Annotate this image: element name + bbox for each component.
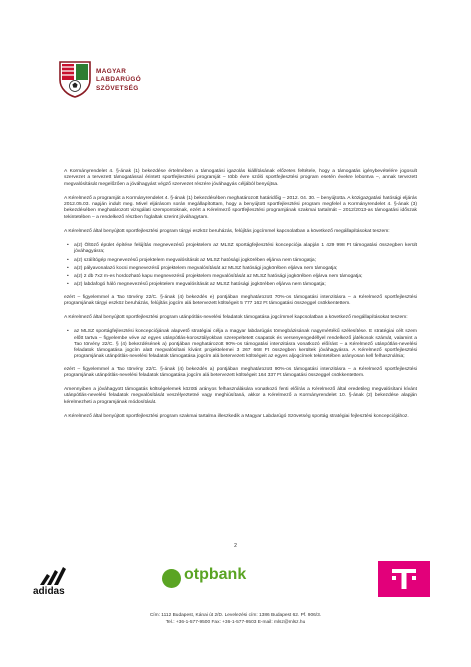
adidas-wordmark: adidas — [33, 586, 65, 597]
otp-bank-logo-icon — [162, 569, 181, 588]
paragraph-2: A Kérelmező a programját a Kormányrendelet 4. §-ának (1) bekezdésében meghatározott határidőig – 2012. 04. 30. – benyújtotta. A közigazgatási hatósági eljárás 2012.05.03. napján indult meg. Mivel eljárásom során megállapítottam, hogy a benyújtott sportfejlesztési program megfelel a Kormányrendelet 4. §-ának (3) bekezdésében meghatározott vizsgálati szempontoknak, ezért a Kérelmező sportfejlesztési programjának szakmai tartalmát – 2012/2013-as támogatási időszak tekintetében – a rendelkező részben foglaltak szerint jóváhagytam. — [64, 195, 417, 220]
footer-contact — [0, 612, 471, 626]
paragraph-7: Amennyiben a jóváhagyott támogatás költségelemek közötti arányos felhasználására vonatkozó fenti előírás a Kérelmező által eredetileg megvalósítani kívánt utánpótlás-nevelési feladatok megvalósítását veszélyeztetné vagy meghiúsítaná, akkor a Kérelmező a Kormányrendelet 10. §-ának (2) bekezdése alapján kérelmezheti a programjának módosítását. — [64, 387, 417, 405]
mlsz-crest-logo — [58, 58, 92, 98]
footer-phone-email: Tel.: +36-1-577-9500 Fax: +36-1-577-9503 E-mail: mlsz@mlsz.hu — [165, 620, 306, 626]
telekom-logo — [378, 561, 430, 597]
list-item: • a(z) Öltöző épület építése felújítás megnevezésű projektelem az MLSZ sportágfejlesztési koncepciója alapján 1 429 998 Ft támogatási összegben került jóváhagyásra; — [74, 243, 417, 256]
youth-training-list — [64, 329, 417, 360]
organization-name — [96, 68, 141, 93]
list-item: • a(z) 2 db 7x2 m-es hordozható kapu megnevezésű projektelem megvalósítását az MLSZ hatósági jogkörében eljárva nem támogatja; — [74, 274, 417, 280]
paragraph-6: ezért – figyelemmel a Tao törvény 22/C. §-ának (4) bekezdés a) pontjában meghatározott 90%-os támogatási intenzitásra – a Kérelmező sportfejlesztési programjának utánpótlás-nevelési feladatok támogatása jogcím alá betervezett költségeit 164 337 Ft támogatási összeggel csökkentettem. — [64, 366, 417, 378]
list-item: • az MLSZ sportágfejlesztési koncepciójának alapvető stratégiai célja a magyar labdarúgás tömegbázisának nagymértékű szélesítése. E stratégiai célt szem előtt tartva – figyelembe véve az egyes utánpótlás-korosztályokban szerepeltetett csapatok és versenyengedéllyel rendelkező játékosok számát, valamint a Tao törvény 22/C. § (4) bekezdésének a) pontjában meghatározott 90%-os támogatási intenzitásra vonatkozó előírást – a Kérelmező utánpótlás-nevelési feladatok támogatása jogcím alatt megvalósítani kívánt projektelemei 3 267 668 Ft összegben kerültek jóváhagyásra. A Kérelmező sportfejlesztési programjának utánpótlás-nevelési feladatok támogatása jogcím alá betervezett költségeit az egyes aljogcímek tekintetében arányosan kell felhasználnia; — [74, 329, 417, 360]
paragraph-4: ezért – figyelemmel a Tao törvény 22/C. §-ának (4) bekezdés e) pontjában meghatározott 70%-os támogatási intenzitásra – a Kérelmező sportfejlesztési programjának tárgyi eszköz beruházás, felújítás jogcím alá betervezett költségeit 5 777 162 Ft támogatási összeggel csökkentettem. — [64, 294, 417, 306]
paragraph-8: A Kérelmező által benyújtott sportfejlesztési program szakmai tartalma illeszkedik a Magyar Labdarúgó Szövetség sportág stratégiai fejlesztési koncepciójához. — [64, 413, 409, 419]
org-name-line-1: MAGYAR — [96, 68, 127, 75]
page-number: 2 — [234, 543, 237, 549]
asset-investment-list — [64, 243, 417, 289]
org-name-line-2: LABDARÚGÓ — [96, 76, 142, 84]
org-name-line-3: SZÖVETSÉG — [96, 84, 139, 92]
footer-address: Cím: 1112 Budapest, Kánai út 2/D. Levelezési cím: 1386 Budapest 62. Pf. 906/3. — [149, 613, 322, 618]
list-item: • a(z) pályavonalazó kocsi megnevezésű projektelem megvalósítását az MLSZ hatósági jogkörében eljárva nem támogatja; — [74, 266, 417, 272]
list-item: • a(z) szálítógép megnevezésű projektelem megvalósítását az MLSZ hatósági jogkörében eljárva nem támogatja; — [74, 258, 417, 264]
paragraph-5: A Kérelmező által benyújtott sportfejlesztési program utánpótlás-nevelési feladatok támogatása jogcímmel kapcsolatban a következő megállapításokat teszem: — [64, 315, 408, 320]
paragraph-3: A Kérelmező által benyújtott sportfejlesztési program tárgyi eszköz beruházás, felújítás jogcímmel kapcsolatban a következő megállapításokat teszem: — [64, 228, 390, 234]
list-item: • a(z) labdafogó háló megnevezésű projektelem megvalósítását az MLSZ hatósági jogkörében eljárva nem támogatja; — [74, 282, 417, 288]
paragraph-1: A Kormányrendelet 4. §-ának (1) bekezdése értelmében a támogatási igazolás kiállításának előzetes feltétele, hogy a támogatás igénybevételére jogosult szervezet a tervezett támogatással érintett sportfejlesztési programját – több évre szóló sportfejlesztési program esetén évekre lebontva –, annak tervezett megvalósítását megelőzően a jóváhagyást végző szervezet részére jóváhagyás céljából benyújtsa. — [64, 169, 417, 187]
document-body — [64, 169, 417, 428]
otp-bank-wordmark: otpbank — [184, 566, 247, 583]
